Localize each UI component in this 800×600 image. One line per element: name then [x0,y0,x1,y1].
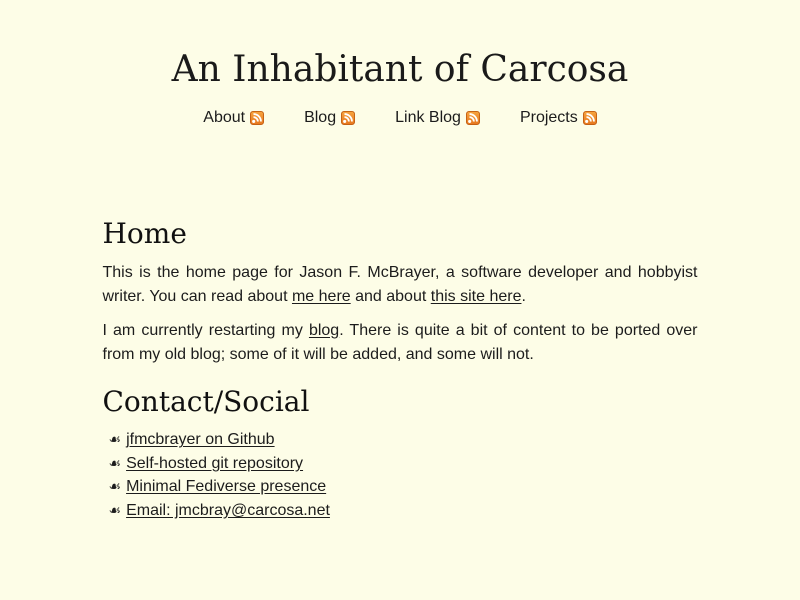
blog-text: . There is quite a bit of content to be ported over from my old blog; some of it will be added, and some will not. [102,321,698,363]
intro-text: . [521,287,526,305]
list-item [109,428,698,452]
fediverse-link[interactable]: Minimal Fediverse presence [126,478,327,496]
email-link[interactable]: Email: jmcbray@carcosa.net [126,501,330,519]
list-item [109,499,698,523]
intro-text: and about [350,287,431,305]
contact-social-heading: Contact/Social [102,384,310,418]
contact-list [103,428,698,522]
nav-link-about[interactable]: About [203,109,246,127]
site-title: An Inhabitant of Carcosa [171,49,629,90]
page-container [103,0,698,522]
nav-item-blog [304,109,355,127]
nav-link-blog[interactable]: Blog [304,109,337,127]
rss-icon[interactable] [250,111,264,125]
home-heading: Home [102,217,187,251]
github-link[interactable]: jfmcbrayer on Github [126,431,275,449]
nav-item-link-blog [395,109,480,127]
me-here-link[interactable]: me here [291,287,351,305]
git-repository-link[interactable]: Self-hosted git repository [126,454,304,472]
nav-item-about [203,109,264,127]
blog-link[interactable]: blog [308,321,340,339]
nav-link-link-blog[interactable]: Link Blog [395,109,461,127]
blog-paragraph [103,319,698,367]
this-site-here-link[interactable]: this site here [430,287,522,305]
intro-text: This is the home page for Jason F. McBrayer, a software developer and hobbyist writer. You can read about [102,263,698,305]
floral-bullet-icon: ☙ [108,479,122,496]
blog-text: I am currently restarting my [102,321,309,339]
floral-bullet-icon: ☙ [108,432,122,449]
intro-paragraph [103,261,698,309]
rss-icon[interactable] [466,111,480,125]
nav-item-projects [520,109,597,127]
main-nav [103,109,698,127]
nav-link-projects[interactable]: Projects [519,109,578,127]
rss-icon[interactable] [583,111,597,125]
main-content [103,217,698,522]
floral-bullet-icon: ☙ [108,502,122,519]
floral-bullet-icon: ☙ [108,455,122,472]
rss-icon[interactable] [341,111,355,125]
list-item [109,475,698,499]
list-item [109,452,698,476]
